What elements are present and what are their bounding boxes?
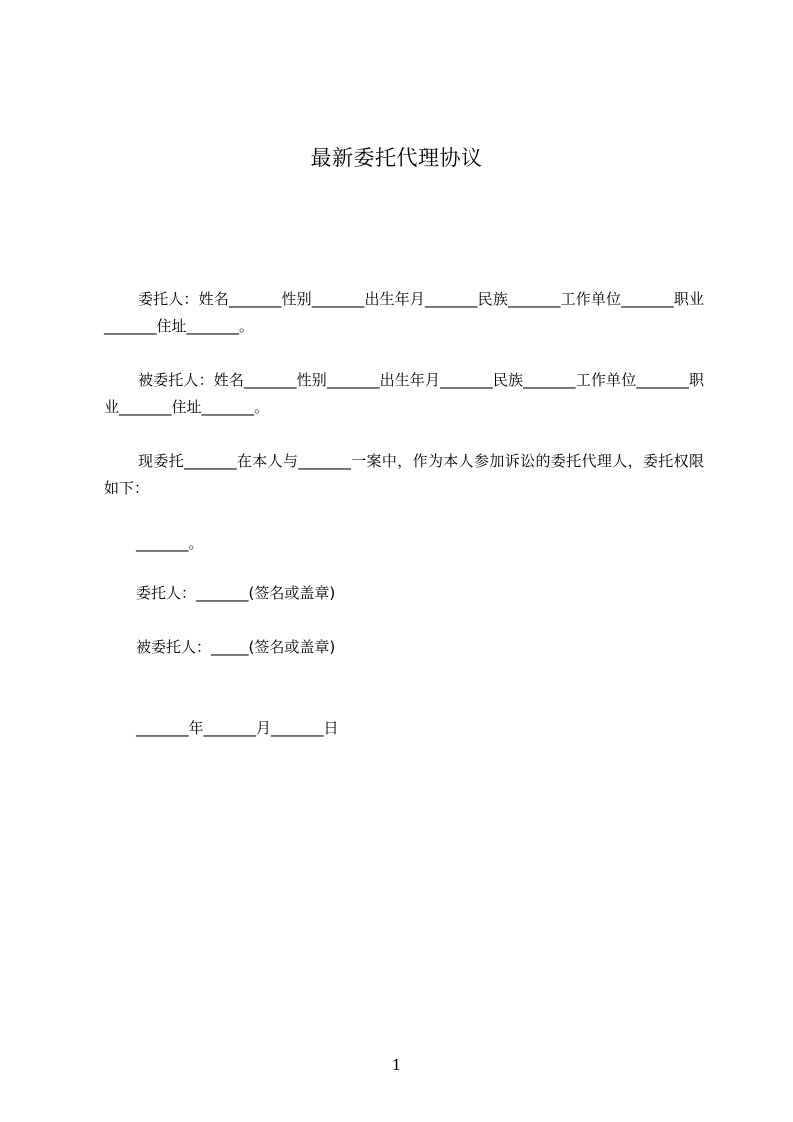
date-line: _______年_______月_______日 (136, 719, 339, 737)
agent-signature-line: 被委托人：_____(签名或盖章) (136, 638, 336, 656)
principal-info-paragraph: 委托人：姓名_______性别_______出生年月_______民族_______工作单位_______职业_______住址_______。 (104, 290, 704, 335)
agent-info-paragraph: 被委托人：姓名_______性别_______出生年月_______民族_______工作单位_______职业_______住址_______。 (104, 371, 704, 416)
principal-signature-line: 委托人：_______(签名或盖章) (136, 584, 336, 602)
page-number: 1 (391, 1056, 402, 1074)
document-title: 最新委托代理协议 (310, 146, 483, 170)
authority-blank: _______。 (136, 534, 204, 552)
entrustment-paragraph: 现委托_______在本人与_______一案中，作为本人参加诉讼的委托代理人，委托权限如下： (104, 452, 704, 497)
